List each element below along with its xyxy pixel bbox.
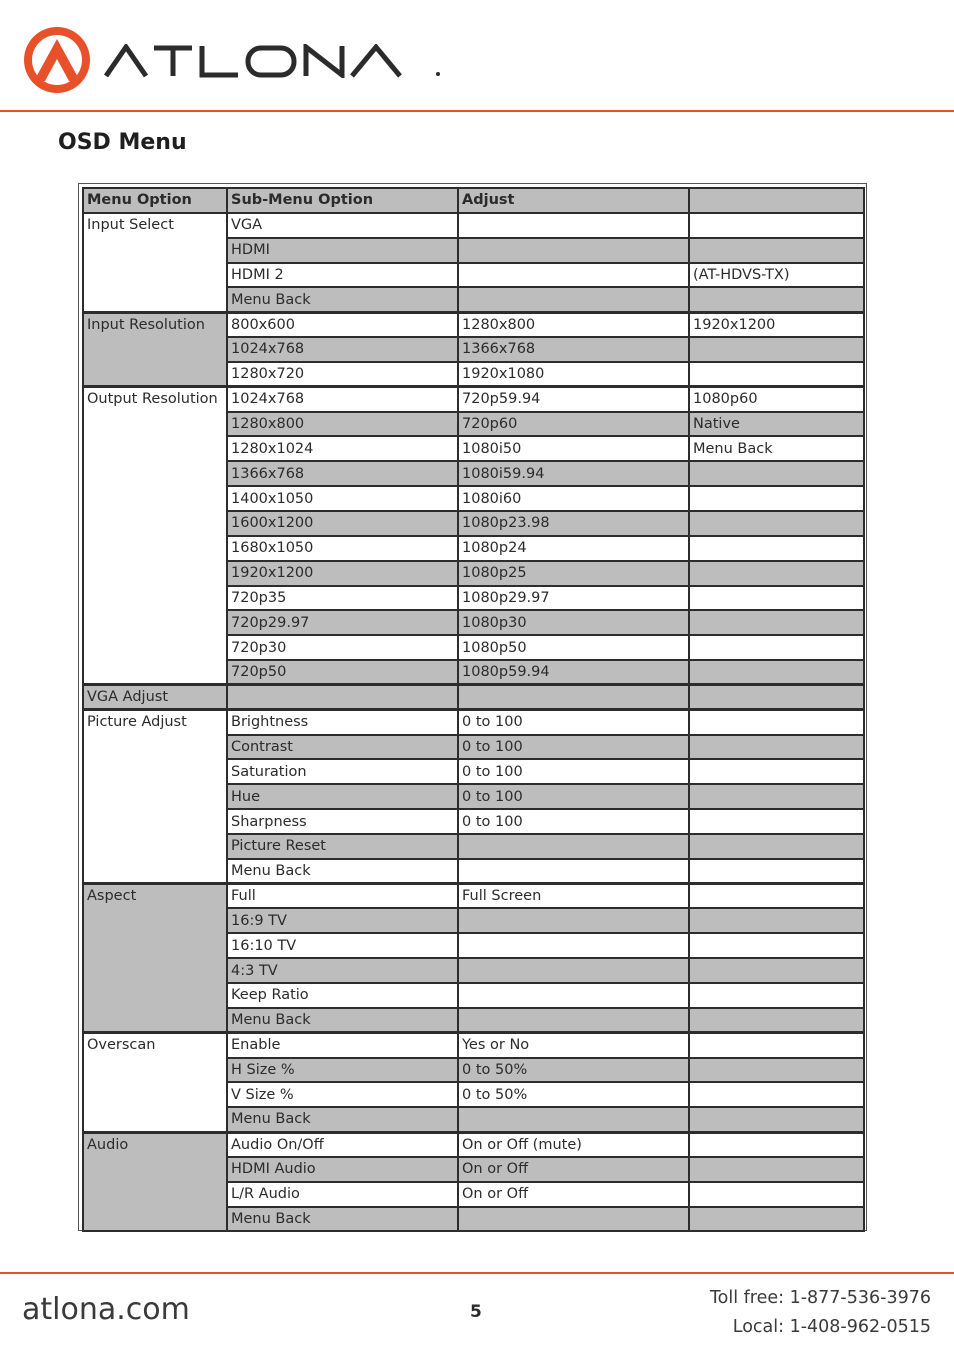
adjust-cell: [458, 213, 689, 238]
extra-cell: Native: [689, 412, 864, 437]
menu-option-cell: Overscan: [83, 1033, 227, 1132]
sub-menu-cell: 1600x1200: [227, 511, 458, 536]
sub-menu-cell: Brightness: [227, 710, 458, 735]
sub-menu-cell: V Size %: [227, 1082, 458, 1107]
extra-cell: [689, 511, 864, 536]
sub-menu-cell: Picture Reset: [227, 834, 458, 859]
osd-menu-table-frame: [78, 183, 867, 1231]
adjust-cell: 1080p25: [458, 561, 689, 586]
sub-menu-cell: Menu Back: [227, 1107, 458, 1132]
sub-menu-cell: 16:9 TV: [227, 908, 458, 933]
sub-menu-cell: 16:10 TV: [227, 933, 458, 958]
adjust-cell: 0 to 50%: [458, 1082, 689, 1107]
sub-menu-cell: 1024x768: [227, 387, 458, 412]
extra-cell: [689, 735, 864, 760]
extra-cell: [689, 1157, 864, 1182]
adjust-cell: On or Off: [458, 1157, 689, 1182]
menu-option-cell: Audio: [83, 1132, 227, 1231]
extra-cell: [689, 1132, 864, 1157]
adjust-cell: 1080i59.94: [458, 461, 689, 486]
adjust-cell: [458, 263, 689, 288]
sub-menu-cell: Hue: [227, 784, 458, 809]
extra-cell: [689, 759, 864, 784]
table-row: [83, 1132, 864, 1157]
adjust-cell: 720p59.94: [458, 387, 689, 412]
extra-cell: [689, 1107, 864, 1132]
extra-cell: [689, 486, 864, 511]
atlona-wordmark: [104, 44, 444, 78]
extra-cell: [689, 933, 864, 958]
adjust-cell: 1080i60: [458, 486, 689, 511]
adjust-cell: [458, 834, 689, 859]
local-number: Local: 1-408-962-0515: [732, 1317, 931, 1337]
menu-option-cell: Aspect: [83, 884, 227, 1033]
toll-free-number: Toll free: 1-877-536-3976: [709, 1288, 931, 1308]
sub-menu-cell: 1024x768: [227, 337, 458, 362]
sub-menu-cell: 1280x1024: [227, 436, 458, 461]
column-header: Menu Option: [83, 188, 227, 213]
sub-menu-cell: Full: [227, 884, 458, 909]
sub-menu-cell: 720p50: [227, 660, 458, 685]
adjust-cell: 0 to 100: [458, 710, 689, 735]
extra-cell: [689, 536, 864, 561]
sub-menu-cell: 1920x1200: [227, 561, 458, 586]
contact-info: [710, 1284, 931, 1342]
adjust-cell: On or Off (mute): [458, 1132, 689, 1157]
table-row: [83, 387, 864, 412]
sub-menu-cell: 1400x1050: [227, 486, 458, 511]
table-row: [83, 884, 864, 909]
adjust-cell: 1080p23.98: [458, 511, 689, 536]
extra-cell: [689, 362, 864, 387]
sub-menu-cell: Keep Ratio: [227, 983, 458, 1008]
column-header: Sub-Menu Option: [227, 188, 458, 213]
sub-menu-cell: 1680x1050: [227, 536, 458, 561]
sub-menu-cell: Menu Back: [227, 287, 458, 312]
extra-cell: [689, 561, 864, 586]
adjust-cell: [458, 287, 689, 312]
extra-cell: [689, 983, 864, 1008]
extra-cell: (AT-HDVS-TX): [689, 263, 864, 288]
extra-cell: [689, 238, 864, 263]
adjust-cell: [458, 859, 689, 884]
sub-menu-cell: Saturation: [227, 759, 458, 784]
table-body: [83, 213, 864, 1232]
extra-cell: [689, 958, 864, 983]
adjust-cell: 1366x768: [458, 337, 689, 362]
sub-menu-cell: 1280x720: [227, 362, 458, 387]
adjust-cell: 720p60: [458, 412, 689, 437]
osd-menu-table: [82, 187, 865, 1232]
table-row: [83, 1033, 864, 1058]
adjust-cell: [458, 1107, 689, 1132]
sub-menu-cell: 4:3 TV: [227, 958, 458, 983]
adjust-cell: 1080p24: [458, 536, 689, 561]
extra-cell: [689, 685, 864, 710]
table-row: [83, 213, 864, 238]
sub-menu-cell: Menu Back: [227, 1207, 458, 1232]
extra-cell: [689, 610, 864, 635]
column-header: [689, 188, 864, 213]
sub-menu-cell: 1280x800: [227, 412, 458, 437]
sub-menu-cell: H Size %: [227, 1058, 458, 1083]
extra-cell: [689, 461, 864, 486]
sub-menu-cell: Menu Back: [227, 1008, 458, 1033]
website-link[interactable]: atlona.com: [22, 1292, 190, 1327]
page-header: [0, 0, 954, 112]
header-divider: [0, 110, 954, 112]
adjust-cell: [458, 958, 689, 983]
sub-menu-cell: 800x600: [227, 312, 458, 337]
adjust-cell: [458, 908, 689, 933]
adjust-cell: 1080p30: [458, 610, 689, 635]
column-header: Adjust: [458, 188, 689, 213]
sub-menu-cell: HDMI: [227, 238, 458, 263]
extra-cell: [689, 660, 864, 685]
extra-cell: [689, 1033, 864, 1058]
extra-cell: [689, 859, 864, 884]
extra-cell: [689, 1182, 864, 1207]
extra-cell: [689, 834, 864, 859]
footer-divider: [0, 1272, 954, 1274]
extra-cell: [689, 337, 864, 362]
table-row: [83, 710, 864, 735]
adjust-cell: [458, 1207, 689, 1232]
adjust-cell: 0 to 100: [458, 784, 689, 809]
menu-option-cell: Output Resolution: [83, 387, 227, 685]
sub-menu-cell: HDMI Audio: [227, 1157, 458, 1182]
adjust-cell: 1080i50: [458, 436, 689, 461]
adjust-cell: 0 to 100: [458, 759, 689, 784]
sub-menu-cell: 720p30: [227, 635, 458, 660]
extra-cell: 1920x1200: [689, 312, 864, 337]
adjust-cell: Yes or No: [458, 1033, 689, 1058]
adjust-cell: Full Screen: [458, 884, 689, 909]
adjust-cell: On or Off: [458, 1182, 689, 1207]
sub-menu-cell: HDMI 2: [227, 263, 458, 288]
adjust-cell: 0 to 50%: [458, 1058, 689, 1083]
extra-cell: Menu Back: [689, 436, 864, 461]
page-title: OSD Menu: [58, 130, 187, 155]
sub-menu-cell: L/R Audio: [227, 1182, 458, 1207]
menu-option-cell: Input Select: [83, 213, 227, 312]
adjust-cell: 0 to 100: [458, 809, 689, 834]
adjust-cell: [458, 238, 689, 263]
sub-menu-cell: 720p35: [227, 586, 458, 611]
adjust-cell: [458, 685, 689, 710]
extra-cell: [689, 1008, 864, 1033]
adjust-cell: 1080p59.94: [458, 660, 689, 685]
adjust-cell: 1080p50: [458, 635, 689, 660]
table-row: [83, 312, 864, 337]
adjust-cell: 1080p29.97: [458, 586, 689, 611]
adjust-cell: 0 to 100: [458, 735, 689, 760]
extra-cell: [689, 1082, 864, 1107]
extra-cell: [689, 884, 864, 909]
adjust-cell: [458, 1008, 689, 1033]
menu-option-cell: Input Resolution: [83, 312, 227, 387]
menu-option-cell: Picture Adjust: [83, 710, 227, 884]
adjust-cell: [458, 933, 689, 958]
adjust-cell: [458, 983, 689, 1008]
atlona-logo-icon: [22, 25, 92, 95]
sub-menu-cell: Sharpness: [227, 809, 458, 834]
extra-cell: 1080p60: [689, 387, 864, 412]
sub-menu-cell: [227, 685, 458, 710]
extra-cell: [689, 908, 864, 933]
adjust-cell: 1280x800: [458, 312, 689, 337]
sub-menu-cell: Audio On/Off: [227, 1132, 458, 1157]
extra-cell: [689, 287, 864, 312]
extra-cell: [689, 809, 864, 834]
extra-cell: [689, 1058, 864, 1083]
extra-cell: [689, 710, 864, 735]
adjust-cell: 1920x1080: [458, 362, 689, 387]
page-number: 5: [470, 1302, 482, 1322]
sub-menu-cell: Contrast: [227, 735, 458, 760]
table-header-row: [83, 188, 864, 213]
extra-cell: [689, 1207, 864, 1232]
sub-menu-cell: Enable: [227, 1033, 458, 1058]
menu-option-cell: VGA Adjust: [83, 685, 227, 710]
sub-menu-cell: 720p29.97: [227, 610, 458, 635]
table-row: [83, 685, 864, 710]
extra-cell: [689, 784, 864, 809]
extra-cell: [689, 213, 864, 238]
sub-menu-cell: Menu Back: [227, 859, 458, 884]
sub-menu-cell: VGA: [227, 213, 458, 238]
extra-cell: [689, 635, 864, 660]
extra-cell: [689, 586, 864, 611]
sub-menu-cell: 1366x768: [227, 461, 458, 486]
